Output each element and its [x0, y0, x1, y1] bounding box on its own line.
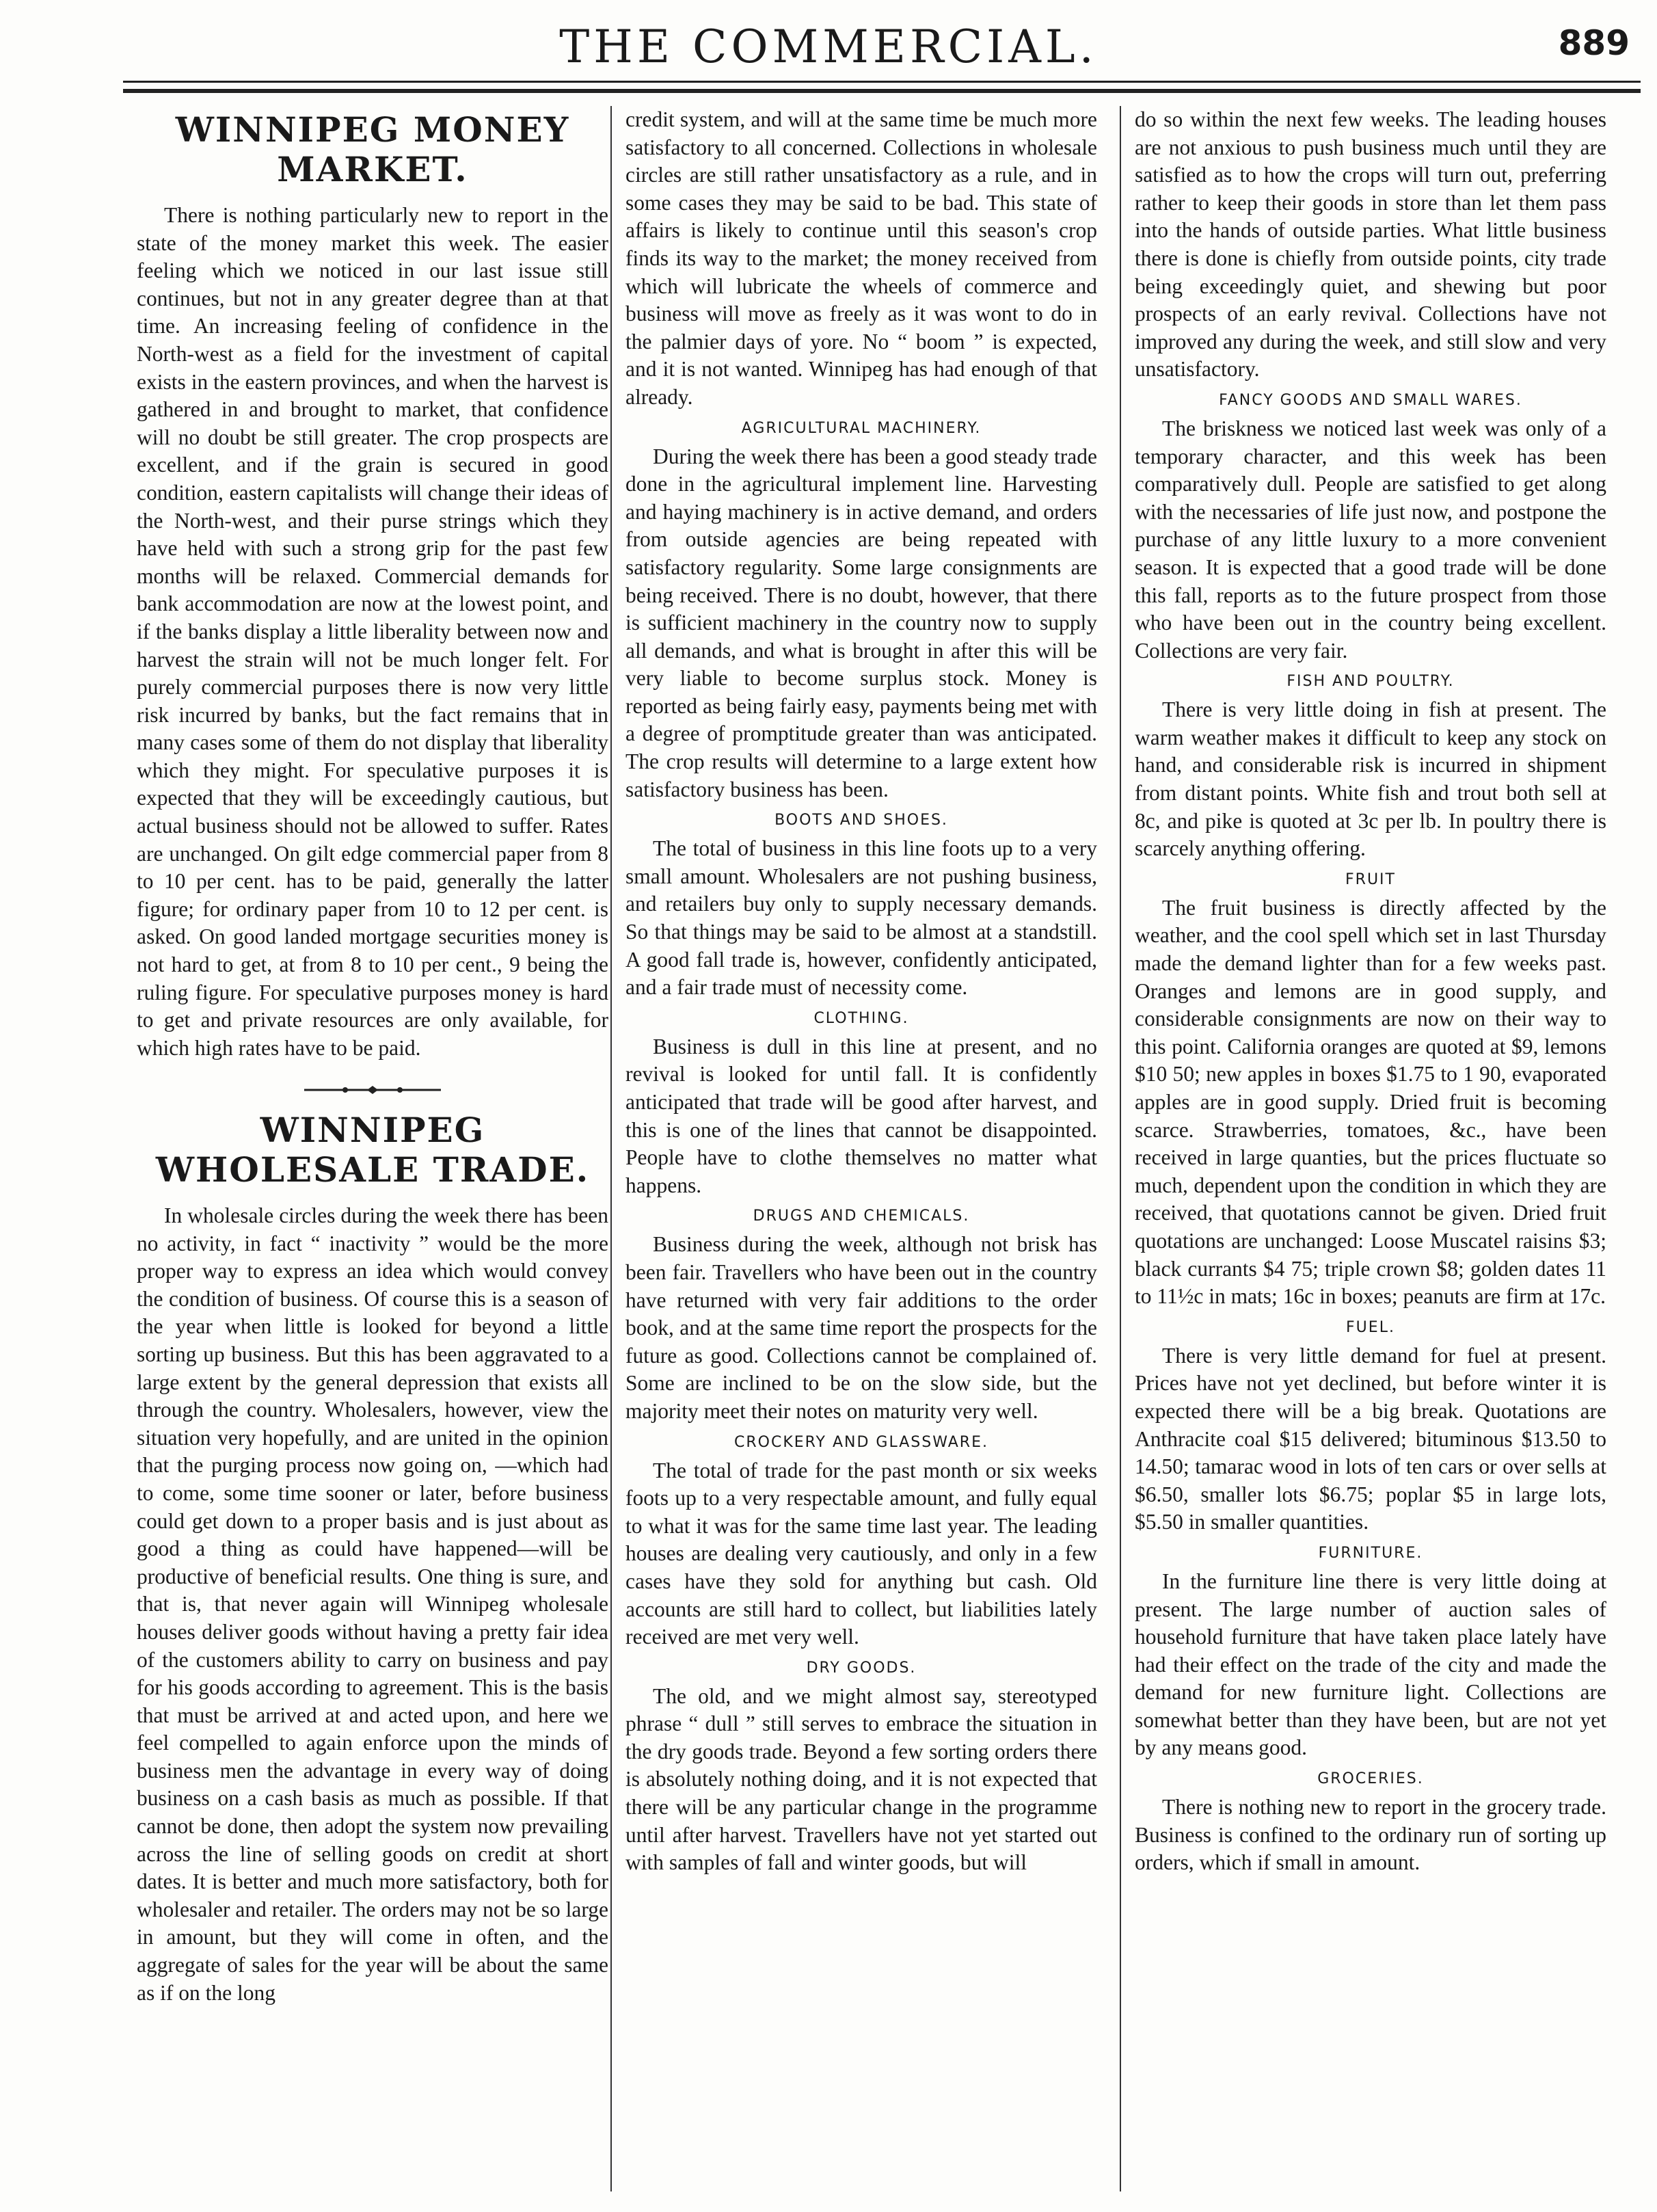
article-wholesale-trade: In wholesale circles during the week there has been no activity, in fact “ inactivity ” would be the more proper way to express an idea which would convey the condition of business. Of course this is a season of the year when little is looked for beyond a little sorting up business. But this has been aggravated to a large extent by the general depression that exists all through the country. Wholesalers, however, view the situation very hopefully, and are united in the opinion that the purging process now going on, —which had to come, some time sooner or later, before business could get down to a proper basis and is just about as good a thing as could have happened—will be productive of beneficial results. One thing is sure, and that is, that never again will Winnipeg wholesale houses deliver goods without having a pretty fair idea of the customers ability to carry on business and pay for his goods according to agreement. This is the basis that must be arrived at and acted upon, and here we feel compelled to again enforce upon the minds of business men the advantage in every way of doing business on a cash basis as much as possible. If that cannot be done, then adopt the system now prevailing across the line of selling goods on credit at short dates. It is better and much more satisfactory, both for wholesaler and retailer. The orders may not be so large in amount, but they will come in often, and the aggregate of sales for the year will be about the same as if on the long — [137, 1203, 608, 2005]
column-divider-1 — [610, 106, 612, 2191]
section-fish-poultry: There is very little doing in fish at present. The warm weather makes it difficult to keep any stock on hand, and considerable risk is incurred in shipment from distant points. White fish and trout both sell at 8c, and pike is quoted at 3c per lb. In poultry there is scarcely anything offering. — [1135, 697, 1606, 861]
section-fruit: The fruit business is directly affected by the weather, and the cool spell which set in last Thursday made the demand lighter than for a few weeks past. Oranges and lemons are in good supply, and considerable consignments are now on their way to this point. California oranges are quoted at $9, lemons $10 50; new apples in boxes $1.75 to 1 90, evaporated apples are in good supply. Dried fruit is becoming scarce. Strawberries, tomatoes, &c., have been received in large quanties, but the prices fluctuate so much, dependent upon the condition in which they are received, that quotations cannot be given. Dried fruit quotations are unchanged: Loose Muscatel raisins $3; black currants $4 75; triple crown $8; golden dates 11 to 11½c in mats; 16c in boxes; peanuts are firm at 17c. — [1135, 895, 1606, 1309]
heading-groceries: GROCERIES. — [1317, 1770, 1424, 1788]
column-divider-2 — [1120, 106, 1121, 2191]
heading-furniture: FURNITURE. — [1318, 1544, 1423, 1562]
heading-agricultural-machinery: AGRICULTURAL MACHINERY. — [741, 419, 982, 437]
heading-drugs-chemicals: DRUGS AND CHEMICALS. — [753, 1208, 970, 1225]
header-rule-thin — [123, 81, 1641, 83]
section-dry-goods: The old, and we might almost say, stereotyped phrase “ dull ” still serves to embrace the situation in the dry goods trade. Beyond a few sorting orders there is absolutely nothing doing, and it is not expected that there will be any particular change in the programme until after harvest. Travellers have not yet started out with samples of fall and winter goods, but will — [625, 1683, 1097, 1875]
section-fuel: There is very little demand for fuel at present. Prices have not yet declined, but before winter it is expected there will be a big break. Quotations are Anthracite coal $15 delivered; bituminous $13.50 to 14.50; tamarac wood in lots of ten cars or over sells at $6.50, smaller lots $6.75; poplar $5 in large lots, $5.50 in smaller quantities. — [1135, 1343, 1606, 1534]
heading-fancy-goods: FANCY GOODS AND SMALL WARES. — [1219, 391, 1522, 409]
heading-dry-goods: DRY GOODS. — [806, 1659, 917, 1677]
ornamental-divider — [137, 1074, 608, 1102]
page-number: 889 — [1558, 23, 1630, 63]
section-groceries: There is nothing new to report in the grocery trade. Business is confined to the ordinary run of sorting up orders, which if small in amount. — [1135, 1795, 1606, 1875]
section-drugs-chemicals: Business during the week, although not brisk has been fair. Travellers who have been out in the country have returned with very fair additions to the order book, and at the same time report the prospects for the future as good. Collections cannot be complained of. Some are inclined to be on the slow side, but the majority meet their notes on maturity very well. — [625, 1232, 1097, 1423]
heading-fuel: FUEL. — [1346, 1318, 1395, 1336]
publication-title: THE COMMERCIAL. — [559, 21, 1098, 73]
heading-money-market: WINNIPEG MONEY MARKET. — [175, 109, 570, 189]
heading-wholesale-trade: WINNIPEG WHOLESALE TRADE. — [155, 1110, 590, 1190]
section-fancy-goods: The briskness we noticed last week was only of a temporary character, and this week has been comparatively dull. People are satisfied to get along with the necessaries of life just now, and postpone the purchase of any little luxury to a more convenient season. It is expected that a good trade will be done this fall, reports as to the future prospect from those who have been out in the country being excellent. Collections are very fair. — [1135, 416, 1606, 663]
heading-fruit: FRUIT — [1345, 870, 1396, 888]
section-furniture: In the furniture line there is very little doing at present. The large number of auction sales of household furniture that have taken place lately have had their effect on the trade of the city and made the demand for new furniture light. Collections are somewhat better than they have been, but are not yet by any means good. — [1135, 1569, 1606, 1760]
section-boots-shoes: The total of business in this line foots up to a very small amount. Wholesalers are not pushing business, and retailers buy only to supply necessary demands. So that things may be said to be almost at a standstill. A good fall trade is, however, confidently anticipated, and a fair trade must of necessity come. — [625, 836, 1097, 1000]
section-crockery-glassware: The total of trade for the past month or six weeks foots up to a very respectable amount, and fully equal to what it was for the same time last year. The leading houses are dealing very cautiously, and only in a few cases have they sold for anything but cash. Old accounts are still hard to collect, but liabilities lately received are met very well. — [625, 1458, 1097, 1649]
heading-clothing: CLOTHING. — [813, 1009, 909, 1027]
header-rule-thick — [123, 89, 1641, 93]
section-dry-goods-continued: do so within the next few weeks. The leading houses are not anxious to push business much until they are satisfied as to how the crops will turn out, preferring rather to keep their goods in store than let them pass into the hands of outside parties. What little business there is done is chiefly from outside points, city trade being exceedingly quiet, and shewing but poor prospects of an early revival. Collections have not improved any during the week, and still slow and very unsatisfactory. — [1135, 107, 1606, 382]
section-agricultural-machinery: During the week there has been a good steady trade done in the agricultural implement line. Harvesting and haying machinery is in active demand, and orders from outside agencies are being repeated with satisfactory regularity. Some large consignments are being received. There is no doubt, however, that there is sufficient machinery in the country now to supply all demands, and what is brought in after this will be very liable to become surplus stock. Money is reported as being fairly easy, payments being met with a degree of promptitude greater than was anticipated. The crop results will determine to a large extent how satisfactory business has been. — [625, 444, 1097, 801]
article-money-market: There is nothing particularly new to report in the state of the money market this week. The easier feeling which we noticed in our last issue still continues, but not in any greater degree than at that time. An increasing feeling of confidence in the North-west as a field for the investment of capital exists in the eastern provinces, and when the harvest is gathered in and brought to market, that confidence will no doubt be still greater. The crop prospects are excellent, and if the grain is secured in good condition, eastern capitalists will change their ideas of the North-west, and their purse strings which they have held with such a strong grip for the past few months will be relaxed. Commercial demands for bank accommodation are now at the lowest point, and if the banks display a little liberality between now and harvest the strain will not be much longer felt. For purely commercial purposes there is now very little risk incurred by banks, but the fact remains that in many cases some of them do not display that liberality which they might. For speculative purposes it is expected that they will be exceedingly cautious, but actual business should not be allowed to suffer. Rates are unchanged. On gilt edge commercial paper from 8 to 10 per cent. has to be paid, generally the latter figure; for ordinary paper from 10 to 12 per cent. is asked. On good landed mortgage securities money is not hard to get, at from 8 to 10 per cent., 9 being the ruling figure. For speculative purposes money is hard to get and private resources are only available, for which high rates have to be paid. — [137, 203, 608, 1060]
heading-boots-shoes: BOOTS AND SHOES. — [774, 812, 948, 829]
heading-fish-poultry: FISH AND POULTRY. — [1286, 673, 1455, 691]
column-1 — [137, 106, 608, 2014]
column-2 — [625, 106, 1097, 1884]
section-clothing: Business is dull in this line at present, and no revival is looked for until fall. It is confidently anticipated that trade will be good after harvest, and this is one of the lines that cannot be disappointed. People have to clothe themselves no matter what happens. — [625, 1034, 1097, 1197]
article-wholesale-continued: credit system, and will at the same time be much more satisfactory to all concerned. Collections in wholesale circles are still rather unsatisfactory as a rule, and in some cases they may be said to be bad. This state of affairs is likely to continue until this season's crop finds its way to the market; the money received from which will lubricate the wheels of commerce and business will move as freely as it was wont to do in the palmier days of yore. No “ boom ” is expected, and it is not wanted. Winnipeg has had enough of that already. — [625, 107, 1097, 409]
heading-crockery-glassware: CROCKERY AND GLASSWARE. — [734, 1433, 988, 1451]
column-3 — [1135, 106, 1606, 1884]
